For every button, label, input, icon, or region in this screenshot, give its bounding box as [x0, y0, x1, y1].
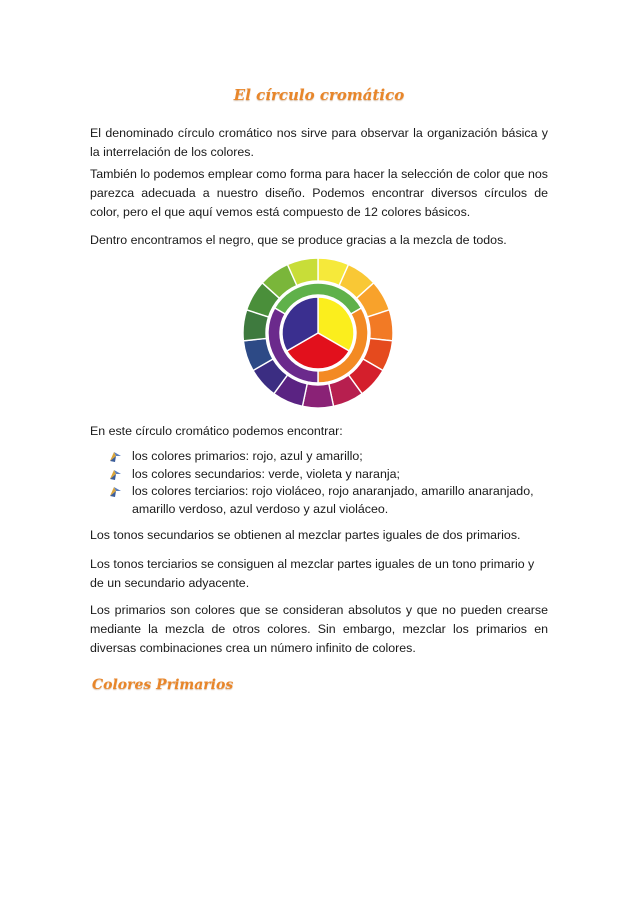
paragraph-secondary: Los tonos secundarios se obtienen al mezclar partes iguales de dos primarios. — [90, 528, 521, 542]
paragraph-primary: Los primarios son colores que se consideran absolutos y que no pueden crearse mediante la mezcla de otros colores. Sin embargo, mezclar los primarios en diversas combinaciones crea un número infinito de colores. — [90, 603, 548, 655]
list-item-text: los colores terciarios: rojo violáceo, rojo anaranjado, amarillo anaranjado, amarillo verdoso, azul verdoso y azul violáceo. — [132, 484, 534, 516]
page-title: El círculo cromático — [233, 86, 405, 104]
color-wheel-image — [242, 257, 394, 409]
bullet-arrow-icon — [108, 485, 122, 498]
list-item — [106, 483, 550, 518]
color-types-list — [106, 448, 550, 518]
paragraph-tertiary: Los tonos terciarios se consiguen al mezclar partes iguales de un tono primario y de un secundario adyacente. — [90, 557, 535, 590]
list-item-text: los colores secundarios: verde, violeta y naranja; — [132, 466, 400, 481]
paragraph-usage: También lo podemos emplear como forma para hacer la selección de color que nos parezca adecuada a nuestro diseño. Podemos encontrar diversos círculos de color, pero el que aquí vemos está compuesto de 12 colores básicos. — [90, 167, 548, 219]
bullet-arrow-icon — [108, 468, 122, 481]
list-item — [106, 466, 550, 484]
paragraph-intro: El denominado círculo cromático nos sirve para observar la organización básica y la interrelación de los colores. — [90, 126, 548, 159]
bullet-arrow-icon — [108, 450, 122, 463]
list-item-text: los colores primarios: rojo, azul y amarillo; — [132, 449, 363, 463]
list-item — [106, 448, 550, 466]
paragraph-black: Dentro encontramos el negro, que se produce gracias a la mezcla de todos. — [90, 233, 507, 247]
paragraph-list-intro: En este círculo cromático podemos encontrar: — [90, 424, 343, 438]
section-heading: Colores Primarios — [92, 677, 234, 693]
